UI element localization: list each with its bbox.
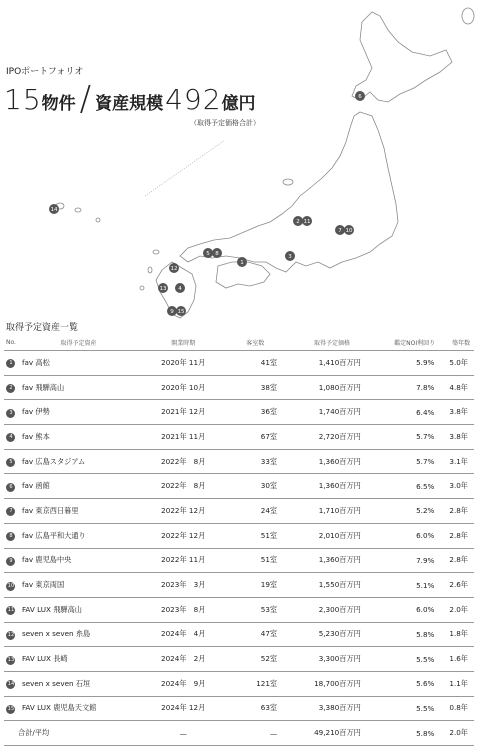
number-badge: 8 (6, 532, 15, 541)
asset-name: seven x seven 糸島 (18, 622, 139, 647)
table-row (4, 375, 474, 400)
total-price: 49,210百万円 (283, 721, 381, 746)
table-row (4, 597, 474, 622)
row-number (4, 425, 18, 450)
room-count: 19室 (227, 573, 283, 598)
opening-date: 2023年 3月 (139, 573, 227, 598)
asset-name: fav 鹿児島中央 (18, 548, 139, 573)
room-count: 41室 (227, 351, 283, 376)
table-row (4, 425, 474, 450)
noi-yield: 5.1% (381, 573, 449, 598)
room-count: 47室 (227, 622, 283, 647)
table-row (4, 523, 474, 548)
average-age: 2.0年 (448, 721, 474, 746)
headline (4, 79, 256, 119)
number-badge: 10 (7, 582, 15, 589)
pin-12[interactable] (169, 263, 179, 273)
building-age: 3.1年 (448, 449, 474, 474)
svg-text:10: 10 (345, 228, 353, 234)
opening-date: 2021年 11月 (139, 425, 227, 450)
room-count: 121室 (227, 671, 283, 696)
pin-11[interactable] (302, 216, 312, 226)
building-age: 1.8年 (448, 622, 474, 647)
acquisition-price: 3,300百万円 (283, 647, 381, 672)
building-age: 2.0年 (448, 597, 474, 622)
svg-text:14: 14 (50, 207, 58, 213)
pin-1[interactable] (237, 257, 247, 267)
room-count: 38室 (227, 375, 283, 400)
noi-yield: 5.9% (381, 351, 449, 376)
room-count: 33室 (227, 449, 283, 474)
building-age: 2.8年 (448, 548, 474, 573)
hokkaido-outline (352, 12, 452, 102)
col-no: No. (4, 334, 18, 351)
opening-date: 2022年 8月 (139, 474, 227, 499)
room-count: 52室 (227, 647, 283, 672)
noi-yield: 5.6% (381, 671, 449, 696)
pin-13[interactable] (158, 283, 168, 293)
asset-name: FAV LUX 飛騨高山 (18, 597, 139, 622)
opening-date: 2022年 12月 (139, 523, 227, 548)
asset-name: seven x seven 石垣 (18, 671, 139, 696)
table-row (4, 499, 474, 524)
opening-date: 2024年 12月 (139, 696, 227, 721)
opening-date: 2020年 11月 (139, 351, 227, 376)
opening-date: 2022年 8月 (139, 449, 227, 474)
asset-name: fav 伊勢 (18, 400, 139, 425)
room-count: 63室 (227, 696, 283, 721)
noi-yield: 5.5% (381, 696, 449, 721)
table-row (4, 647, 474, 672)
row-number (4, 622, 18, 647)
total-label: 合計/平均 (4, 721, 139, 746)
svg-text:3: 3 (288, 254, 292, 260)
svg-text:11: 11 (303, 219, 311, 225)
row-number (4, 375, 18, 400)
svg-text:5: 5 (206, 251, 210, 257)
building-age: 3.8年 (448, 400, 474, 425)
svg-text:7: 7 (338, 228, 342, 234)
number-badge: 15 (7, 705, 15, 712)
table-row (4, 696, 474, 721)
property-count-unit: 物件 (41, 94, 76, 114)
building-age: 5.0年 (448, 351, 474, 376)
noi-yield: 5.7% (381, 449, 449, 474)
table-row (4, 449, 474, 474)
acquisition-price: 5,230百万円 (283, 622, 381, 647)
asset-name: FAV LUX 長崎 (18, 647, 139, 672)
number-badge: 5 (6, 458, 15, 467)
scale-note: （取得予定価格合計） (190, 119, 260, 127)
table-row (4, 573, 474, 598)
opening-date: 2022年 12月 (139, 499, 227, 524)
number-badge: 1 (6, 359, 15, 368)
number-badge: 7 (6, 507, 15, 516)
col-noi: 鑑定NOI利回り (381, 334, 449, 351)
col-rooms: 客室数 (227, 334, 283, 351)
noi-yield: 5.7% (381, 425, 449, 450)
asset-name: fav 函館 (18, 474, 139, 499)
building-age: 0.8年 (448, 696, 474, 721)
total-row (4, 721, 474, 746)
pin-14[interactable] (49, 204, 59, 214)
col-asset: 取得予定資産 (18, 334, 139, 351)
total-rooms: — (227, 721, 283, 746)
building-age: 3.8年 (448, 425, 474, 450)
noi-yield: 6.5% (381, 474, 449, 499)
table-row (4, 622, 474, 647)
svg-text:13: 13 (159, 286, 167, 292)
asset-scale-unit: 億円 (221, 94, 256, 114)
room-count: 67室 (227, 425, 283, 450)
table-body (4, 351, 474, 746)
building-age: 3.0年 (448, 474, 474, 499)
building-age: 2.8年 (448, 499, 474, 524)
row-number (4, 400, 18, 425)
room-count: 30室 (227, 474, 283, 499)
pin-2[interactable] (293, 216, 303, 226)
row-number (4, 449, 18, 474)
noi-yield: 7.9% (381, 548, 449, 573)
asset-name: FAV LUX 鹿児島天文館 (18, 696, 139, 721)
noi-yield: 6.4% (381, 400, 449, 425)
pin-7[interactable] (335, 225, 345, 235)
pin-10[interactable] (344, 225, 354, 235)
honshu-outline (180, 112, 398, 272)
row-number (4, 523, 18, 548)
noi-yield: 5.8% (381, 622, 449, 647)
row-number (4, 696, 18, 721)
noi-yield: 7.8% (381, 375, 449, 400)
number-badge: 11 (7, 607, 15, 614)
noi-yield: 5.5% (381, 647, 449, 672)
svg-text:12: 12 (170, 266, 178, 272)
portfolio-title: IPOポートフォリオ (6, 67, 84, 77)
acquisition-price: 18,700百万円 (283, 671, 381, 696)
svg-text:6: 6 (358, 94, 362, 100)
acquisition-price: 1,080百万円 (283, 375, 381, 400)
opening-date: 2024年 4月 (139, 622, 227, 647)
acquisition-price: 1,710百万円 (283, 499, 381, 524)
opening-date: 2024年 2月 (139, 647, 227, 672)
opening-date: 2022年 11月 (139, 548, 227, 573)
opening-date: 2021年 12月 (139, 400, 227, 425)
svg-text:8: 8 (215, 251, 219, 257)
acquisition-price: 2,010百万円 (283, 523, 381, 548)
room-count: 24室 (227, 499, 283, 524)
col-age: 築年数 (448, 334, 474, 351)
room-count: 53室 (227, 597, 283, 622)
building-age: 2.8年 (448, 523, 474, 548)
asset-name: fav 飛騨高山 (18, 375, 139, 400)
row-number (4, 671, 18, 696)
pin-8[interactable] (212, 248, 222, 258)
svg-text:2: 2 (296, 219, 300, 225)
col-opening: 開業時期 (139, 334, 227, 351)
acquisition-price: 1,410百万円 (283, 351, 381, 376)
table-row (4, 400, 474, 425)
asset-name: fav 東京両国 (18, 573, 139, 598)
property-count: 15 (4, 83, 42, 116)
noi-yield: 5.2% (381, 499, 449, 524)
row-number (4, 597, 18, 622)
svg-text:9: 9 (170, 309, 174, 315)
room-count: 51室 (227, 523, 283, 548)
acquisition-price: 2,300百万円 (283, 597, 381, 622)
building-age: 1.6年 (448, 647, 474, 672)
total-date: — (139, 721, 227, 746)
asset-table (4, 334, 474, 746)
number-badge: 12 (7, 631, 15, 638)
number-badge: 9 (6, 557, 15, 566)
table-row (4, 548, 474, 573)
pin-4[interactable] (175, 283, 185, 293)
room-count: 36室 (227, 400, 283, 425)
row-number (4, 548, 18, 573)
building-age: 1.1年 (448, 671, 474, 696)
opening-date: 2023年 8月 (139, 597, 227, 622)
svg-text:4: 4 (178, 286, 182, 292)
number-badge: 13 (7, 656, 15, 663)
col-price: 取得予定価格 (283, 334, 381, 351)
svg-text:1: 1 (240, 260, 244, 266)
table-row (4, 671, 474, 696)
table-row (4, 474, 474, 499)
building-age: 2.6年 (448, 573, 474, 598)
leader-line (145, 140, 225, 196)
asset-scale-label: 資産規模 (95, 94, 164, 114)
number-badge: 3 (6, 409, 15, 418)
pin-5[interactable] (203, 248, 213, 258)
svg-text:15: 15 (177, 309, 185, 315)
number-badge: 6 (6, 483, 15, 492)
noi-yield: 6.0% (381, 523, 449, 548)
row-number (4, 351, 18, 376)
opening-date: 2024年 9月 (139, 671, 227, 696)
pin-3[interactable] (285, 251, 295, 261)
acquisition-price: 1,550百万円 (283, 573, 381, 598)
number-badge: 4 (6, 433, 15, 442)
japan-map (0, 0, 480, 320)
acquisition-price: 1,360百万円 (283, 548, 381, 573)
noi-yield: 6.0% (381, 597, 449, 622)
average-noi: 5.8% (381, 721, 449, 746)
asset-name: fav 広島スタジアム (18, 449, 139, 474)
pin-6[interactable] (355, 91, 365, 101)
row-number (4, 647, 18, 672)
room-count: 51室 (227, 548, 283, 573)
asset-name: fav 東京西日暮里 (18, 499, 139, 524)
number-badge: 14 (7, 681, 15, 688)
number-badge: 2 (6, 384, 15, 393)
pin-9[interactable] (167, 306, 177, 316)
building-age: 4.8年 (448, 375, 474, 400)
slash-divider: / (79, 79, 92, 119)
pin-15[interactable] (176, 306, 186, 316)
asset-scale-value: 492 (165, 83, 222, 116)
table-row (4, 351, 474, 376)
acquisition-price: 1,360百万円 (283, 474, 381, 499)
asset-list-title: 取得予定資産一覧 (6, 323, 79, 333)
asset-name: fav 熊本 (18, 425, 139, 450)
row-number (4, 573, 18, 598)
acquisition-price: 1,740百万円 (283, 400, 381, 425)
row-number (4, 474, 18, 499)
acquisition-price: 2,720百万円 (283, 425, 381, 450)
acquisition-price: 1,360百万円 (283, 449, 381, 474)
asset-name: fav 広島平和大通り (18, 523, 139, 548)
table-header-row (4, 334, 474, 351)
acquisition-price: 3,380百万円 (283, 696, 381, 721)
opening-date: 2020年 10月 (139, 375, 227, 400)
asset-name: fav 高松 (18, 351, 139, 376)
row-number (4, 499, 18, 524)
